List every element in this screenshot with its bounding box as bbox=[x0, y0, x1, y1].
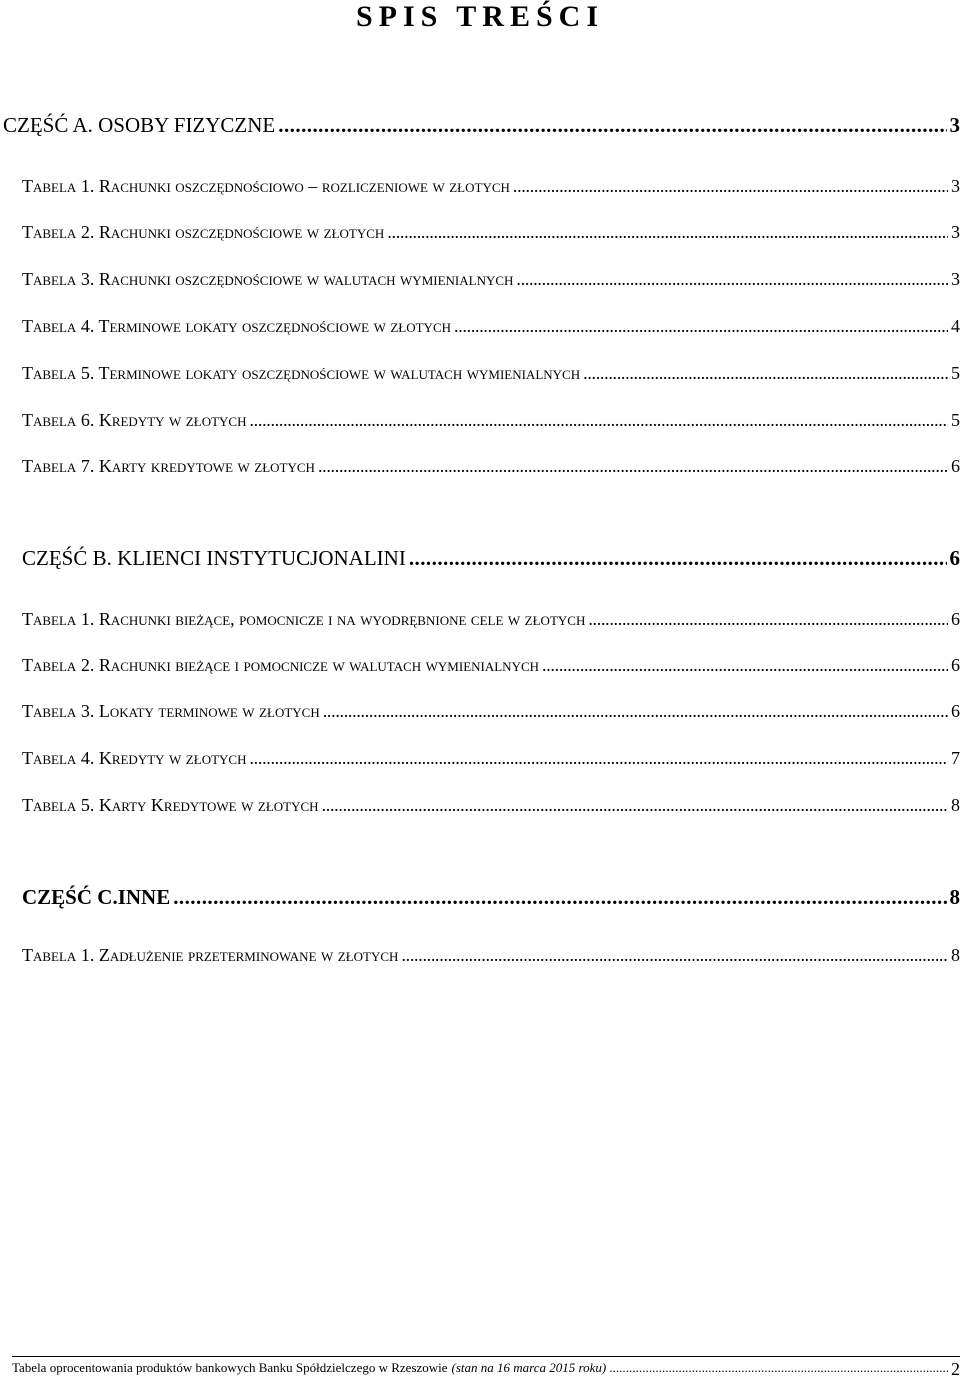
leader-dots bbox=[387, 221, 948, 243]
toc-page-number: 3 bbox=[951, 269, 960, 289]
leader-dots bbox=[401, 944, 948, 966]
toc-page-number: 6 bbox=[951, 456, 960, 476]
toc-entry[interactable] bbox=[22, 698, 960, 722]
toc-entry-label: Tabela 2. Rachunki oszczędnościowe w złotych bbox=[22, 222, 385, 242]
toc-entry-label: Tabela 5. Karty Kredytowe w złotych bbox=[22, 795, 319, 815]
toc-entry[interactable] bbox=[22, 606, 960, 630]
toc-page-number: 3 bbox=[951, 176, 960, 196]
toc-page-number: 6 bbox=[951, 655, 960, 675]
leader-dots bbox=[583, 362, 948, 384]
toc-entry-label: Tabela 3. Lokaty terminowe w złotych bbox=[22, 701, 320, 721]
toc-entry[interactable] bbox=[22, 219, 960, 243]
toc-entry[interactable] bbox=[22, 313, 960, 337]
footer-page-number: 2 bbox=[951, 1359, 960, 1379]
toc-page-number: 3 bbox=[949, 113, 960, 137]
toc-page-number: 7 bbox=[951, 748, 960, 768]
leader-dots bbox=[173, 886, 946, 908]
toc-page-number: 8 bbox=[949, 885, 960, 909]
leader-dots bbox=[323, 700, 948, 722]
toc-entry[interactable] bbox=[22, 453, 960, 477]
toc-entry-label: Tabela 1. Rachunki oszczędnościowo – rozliczeniowe w złotych bbox=[22, 176, 510, 196]
toc-entry-label: Tabela 5. Terminowe lokaty oszczędnościowe w walutach wymienialnych bbox=[22, 363, 581, 383]
toc-entry-label: Tabela 4. Kredyty w złotych bbox=[22, 748, 247, 768]
toc-entry[interactable] bbox=[22, 173, 960, 197]
toc-part-label: CZĘŚĆ C.INNE bbox=[22, 885, 171, 909]
toc-part-label: CZĘŚĆ A. OSOBY FIZYCZNE bbox=[3, 113, 276, 137]
toc-part-a[interactable] bbox=[3, 112, 960, 136]
toc-entry-label: Tabela 1. Rachunki bieżące, pomocnicze i na wyodrębnione cele w złotych bbox=[22, 609, 586, 629]
toc-entry-label: Tabela 1. Zadłużenie przeterminowane w złotych bbox=[22, 945, 399, 965]
footer-date: (stan na 16 marca 2015 roku) bbox=[451, 1360, 607, 1375]
toc-page-number: 3 bbox=[951, 222, 960, 242]
toc-entry-label: Tabela 6. Kredyty w złotych bbox=[22, 410, 247, 430]
toc-entry-label: Tabela 4. Terminowe lokaty oszczędnościowe w złotych bbox=[22, 316, 452, 336]
leader-dots bbox=[542, 654, 948, 676]
leader-dots bbox=[513, 175, 948, 197]
toc-page-number: 5 bbox=[951, 410, 960, 430]
toc-entry[interactable] bbox=[22, 360, 960, 384]
toc-entry[interactable] bbox=[22, 407, 960, 431]
toc-page-number: 6 bbox=[949, 546, 960, 570]
toc-page-number: 6 bbox=[951, 609, 960, 629]
leader-dots bbox=[516, 268, 948, 290]
toc-entry-label: Tabela 2. Rachunki bieżące i pomocnicze w walutach wymienialnych bbox=[22, 655, 540, 675]
toc-entry-label: Tabela 3. Rachunki oszczędnościowe w walutach wymienialnych bbox=[22, 269, 514, 289]
leader-dots bbox=[249, 747, 948, 769]
leader-dots bbox=[588, 608, 948, 630]
leader-dots bbox=[322, 794, 948, 816]
toc-entry[interactable] bbox=[22, 792, 960, 816]
toc-page-number: 8 bbox=[951, 945, 960, 965]
page-footer bbox=[12, 1356, 960, 1379]
toc-part-b[interactable] bbox=[22, 545, 960, 569]
footer-text: Tabela oprocentowania produktów bankowych Banku Spółdzielczego w Rzeszowie bbox=[12, 1360, 448, 1375]
toc-part-c[interactable] bbox=[22, 884, 960, 908]
toc-entry[interactable] bbox=[22, 652, 960, 676]
page-title: SPIS TREŚCI bbox=[355, 0, 605, 33]
toc-page-number: 4 bbox=[951, 316, 960, 336]
toc-entry[interactable] bbox=[22, 942, 960, 966]
leader-dots bbox=[249, 409, 948, 431]
toc-entry[interactable] bbox=[22, 745, 960, 769]
leader-dots bbox=[454, 315, 948, 337]
leader-dots bbox=[278, 114, 946, 136]
leader-dots bbox=[318, 455, 948, 477]
toc-page-number: 8 bbox=[951, 795, 960, 815]
toc-page-number: 5 bbox=[951, 363, 960, 383]
toc-page-number: 6 bbox=[951, 701, 960, 721]
leader-dots bbox=[609, 1360, 948, 1376]
toc-part-label: CZĘŚĆ B. KLIENCI INSTYTUCJONALINI bbox=[22, 546, 406, 570]
toc-entry-label: Tabela 7. Karty kredytowe w złotych bbox=[22, 456, 315, 476]
toc-entry[interactable] bbox=[22, 266, 960, 290]
leader-dots bbox=[409, 547, 947, 569]
